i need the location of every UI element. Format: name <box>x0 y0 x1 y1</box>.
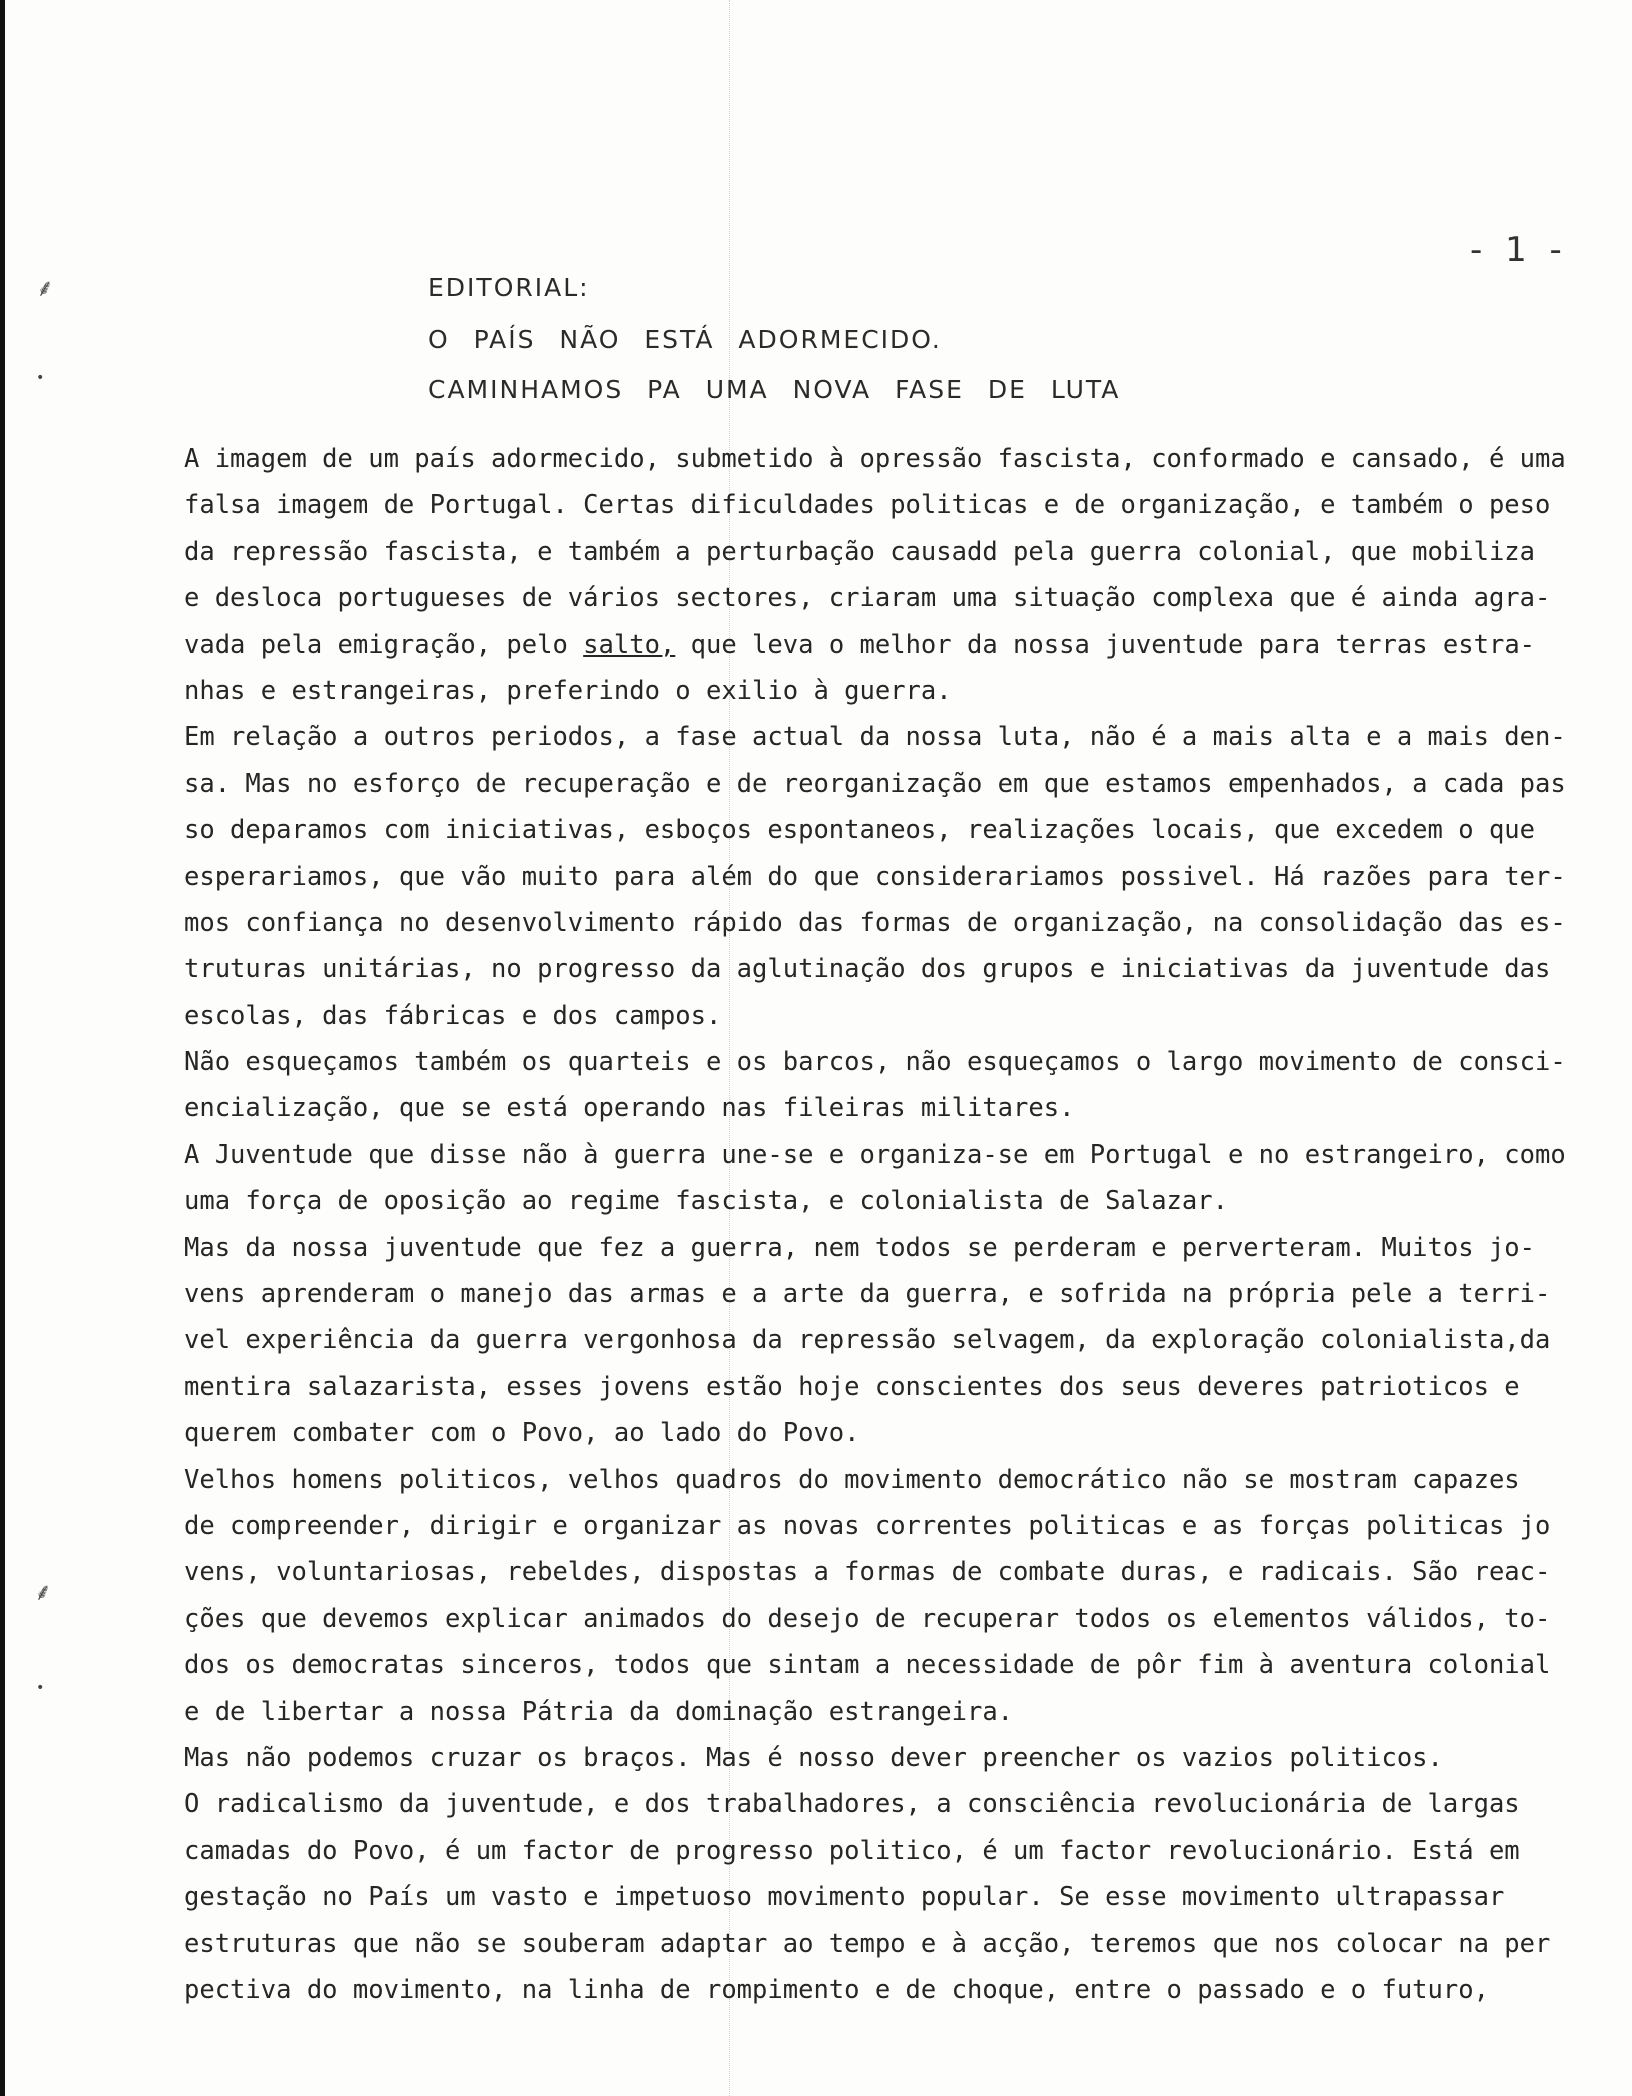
body-line: O radicalismo da juventude, e dos trabalhadores, a consciência revolucionária de largas <box>184 1789 1520 1820</box>
body-line: querem combater com o Povo, ao lado do Povo. <box>184 1418 860 1449</box>
body-line: mentira salazarista, esses jovens estão hoje conscientes dos seus deveres patrioticos e <box>184 1371 1520 1402</box>
body-line: dos os democratas sinceros, todos que sintam a necessidade de pôr fim à aventura colonial <box>184 1650 1551 1681</box>
body-line: encialização, que se está operando nas fileiras militares. <box>184 1093 1075 1124</box>
body-line: pectiva do movimento, na linha de rompimento e de choque, entre o passado e o futuro, <box>184 1974 1489 2005</box>
body-line: vens aprenderam o manejo das armas e a arte da guerra, e sofrida na própria pele a terri- <box>184 1279 1551 1310</box>
binding-mark-icon: ⸙ <box>34 1578 52 1606</box>
body-line: Mas da nossa juventude que fez a guerra, nem todos se perderam e perverteram. Muitos jo- <box>184 1232 1536 1263</box>
body-line: da repressão fascista, e também a perturbação causadd pela guerra colonial, que mobiliza <box>184 536 1536 567</box>
body-line: estruturas que não se souberam adaptar ao tempo e à acção, teremos que nos colocar na per <box>184 1928 1551 1959</box>
body-line: Mas não podemos cruzar os braços. Mas é nosso dever preencher os vazios politicos. <box>184 1742 1443 1773</box>
body-line: esperariamos, que vão muito para além do que considerariamos possivel. Há razões para ter- <box>184 861 1566 892</box>
body-line: de compreender, dirigir e organizar as novas correntes politicas e as forças politicas jo <box>184 1510 1551 1541</box>
body-line: camadas do Povo, é um factor de progresso politico, é um factor revolucionário. Está em <box>184 1835 1520 1866</box>
scan-left-edge <box>0 0 5 2096</box>
body-line: ções que devemos explicar animados do desejo de recuperar todos os elementos válidos, to- <box>184 1603 1551 1634</box>
binding-dot-icon: • <box>36 1680 45 1696</box>
body-line: sa. Mas no esforço de recuperação e de reorganização em que estamos empenhados, a cada pas <box>184 768 1566 799</box>
body-line: truturas unitárias, no progresso da aglutinação dos grupos e iniciativas da juventude das <box>184 954 1551 985</box>
body-line-with-underline <box>184 622 1604 668</box>
body-line: vens, voluntariosas, rebeldes, dispostas a formas de combate duras, e radicais. São reac- <box>184 1557 1551 1588</box>
body-line: nhas e estrangeiras, preferindo o exilio à guerra. <box>184 675 952 706</box>
page-number: - 1 - <box>1470 230 1568 270</box>
body-line: A imagem de um país adormecido, submetido à opressão fascista, conformado e cansado, é uma <box>184 444 1566 474</box>
body-line: e desloca portugueses de vários sectores, criaram uma situação complexa que é ainda agra- <box>184 583 1551 614</box>
body-line: uma força de oposição ao regime fascista, e colonialista de Salazar. <box>184 1186 1228 1217</box>
body-line: Velhos homens politicos, velhos quadros do movimento democrático não se mostram capazes <box>184 1464 1520 1495</box>
body-line: escolas, das fábricas e dos campos. <box>184 1000 722 1031</box>
body-line: Não esqueçamos também os quarteis e os barcos, não esqueçamos o largo movimento de consci- <box>184 1047 1566 1078</box>
body-line-segment: vada pela emigração, pelo <box>184 629 568 660</box>
body-line: e de libertar a nossa Pátria da dominação estrangeira. <box>184 1696 1014 1727</box>
body-line: A Juventude que disse não à guerra une-se e organiza-se em Portugal e no estrangeiro, como <box>184 1139 1566 1170</box>
body-line: vel experiência da guerra vergonhosa da repressão selvagem, da exploração colonialista,da <box>184 1325 1551 1356</box>
body-line: falsa imagem de Portugal. Certas dificuldades politicas e de organização, e também o peso <box>184 490 1551 521</box>
editorial-label: EDITORIAL: <box>428 273 590 302</box>
binding-mark-icon: ⸙ <box>36 274 54 302</box>
body-line: mos confiança no desenvolvimento rápido das formas de organização, na consolidação das es- <box>184 907 1566 938</box>
body-line: so deparamos com iniciativas, esboços espontaneos, realizações locais, que excedem o que <box>184 815 1536 846</box>
editorial-title-line-2: CAMINHAMOS PA UMA NOVA FASE DE LUTA <box>428 375 1121 404</box>
editorial-body <box>184 436 1604 2013</box>
body-line-segment: que leva o melhor da nossa juventude para terras estra- <box>675 629 1536 660</box>
binding-dot-icon: • <box>36 370 45 386</box>
editorial-title-line-1: O PAÍS NÃO ESTÁ ADORMECIDO. <box>428 325 942 354</box>
body-line: Em relação a outros periodos, a fase actual da nossa luta, não é a mais alta e a mais den- <box>184 722 1566 753</box>
underlined-word-salto: salto, <box>583 629 676 660</box>
body-line: gestação no País um vasto e impetuoso movimento popular. Se esse movimento ultrapassar <box>184 1882 1505 1913</box>
